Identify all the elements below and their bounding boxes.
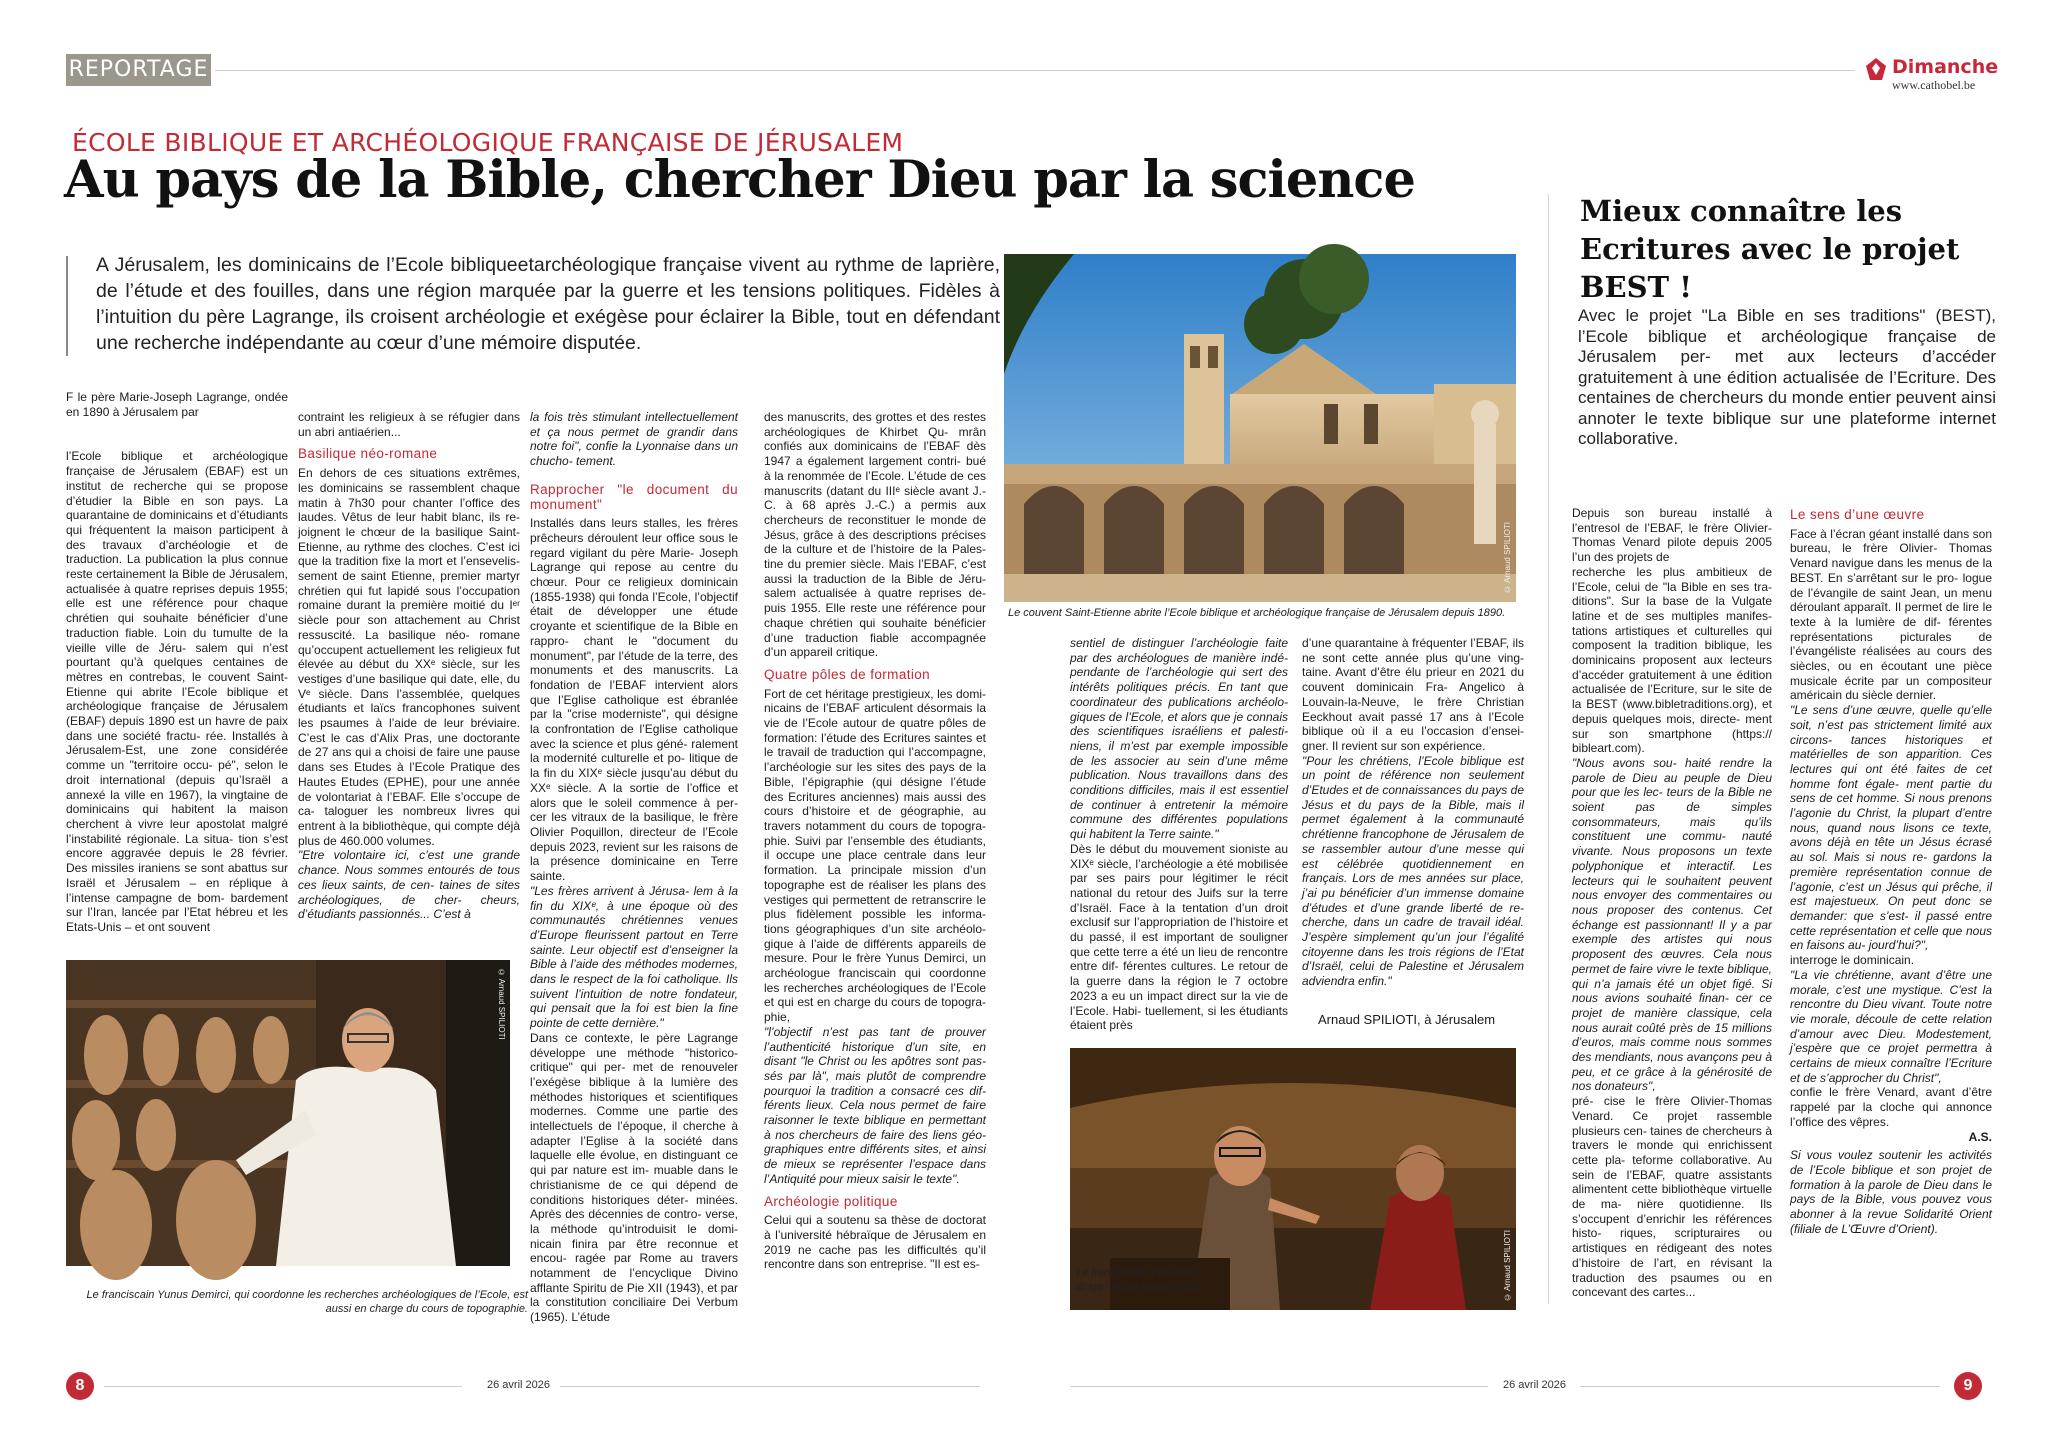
- article-column-1: [66, 390, 288, 956]
- article-byline: Arnaud SPILIOTI, à Jérusalem: [1318, 1012, 1496, 1027]
- article-lead: A Jérusalem, les dominicains de l’Ecole bibliqueetarchéologique française vivent au rythme de laprière, de l’étude et des fouilles, dans une région marquée par la guerre et les tensions politiques. Fidèles à l’intuition du père Lagrange, ils croisent archéologie et exégèse pour éclairer la Bible, tout en défendant une recherche indépendante au cœur d’une mémoire disputée.: [96, 254, 1000, 354]
- footer-rule-left-2: [560, 1386, 980, 1387]
- brand-logo[interactable]: [1862, 54, 2012, 94]
- column-6-body: d’une quarantaine à fréquenter l’EBAF, ils ne sont cette année plus qu’une ving- taine. Avant d’être élu prieur en 2021 du couvent dominicain Fra- Angelico à Louvain-la-Neuve, le frère Christian Eeckhout avait passé 17 ans à l’Ecole biblique où il a eu l’occasion d’ensei- gner. Il revient sur son expérience.: [1302, 636, 1524, 753]
- article-column-3: [530, 410, 738, 1326]
- column-3-body-2: Dans ce contexte, le père Lagrange développe une méthode "historico-critique" qui per- met de renouveler l’exégèse biblique à la lumière des méthodes historiques et scientifiques modernes. Comme une partie des intellectuels de l’époque, il cherche à adapter l’Eglise à la société dans laquelle elle évolue, en distinguant ce qui par nature est im- muable dans le christianisme de ce qui dépend de conditions historiques déter- minées. Après des décennies de contro- verse, la méthode qu’introduisit le domi- nicain finira par être reconnue et encou- ragée par Rome au travers notamment de l’encyclique Divino afflante Spiritu de Pie XII (1943), et par la constitution conciliaire Dei Verbum (1965). L’étude: [530, 1030, 738, 1325]
- sidebar-column-2-quote: "Le sens d’une œuvre, quelle qu’elle soit, n’est pas strictement limité aux circons- tances historiques et matérielles de son apparition. Ces lectures qui ont été faites de cet homme font égale- ment partie du sens de cet homme. Si nous prenons l’agonie du Christ, la plupart d’entre nous, quand nous lisons ce texte, avons déjà en tête un Jésus écrasé au sol. Mais si nous re- gardons la première représentation connue de l’agonie, c’est un Jésus qui prêche, il est majestueux. On peut donc se demander: que s’est- il passé entre cette représentation et celle que nous en faisons au- jourd’hui?",: [1790, 703, 1992, 953]
- brand-name: Dimanche: [1892, 56, 1999, 78]
- franciscan-caption: Le franciscain Yunus Demirci, qui coordonne les recherches archéologiques de l’Ecole, est aussi en charge du cours de topographie.: [86, 1289, 528, 1315]
- column-6-quote: "Pour les chrétiens, l’Ecole biblique est un point de référence non seulement d’Etudes et de connaissances du pays de Jésus et du pays de la Bible, mais il permet également à la communauté chrétienne francophone de Jérusalem de se rassembler autour d’une messe qui est célébrée quotidiennement en français. Lors de mes années sur place, j’ai pu bénéficier d’un immense domaine d’études et d’une grande liberté de re- cherche, dans un cadre de travail idéal. J’espère simplement qu’un jour l’égalité citoyenne dans les trois régions de l’Etat d’Israël, celui de Palestine et Jérusalem adviendra enfin.": [1302, 753, 1524, 989]
- column-5-quote: sentiel de distinguer l’archéologie faite par des archéologues de manière indé- pendante de l’archéologie qui sert des intérêts politiques précis. En tant que coordinateur des publications archéolo- giques de l’Ecole, et alors que je connais des scientifiques israéliens et palesti- niens, il m’est par exemple impossible de les associer au sein d’une même publication. Nous travaillons dans des conditions difficiles, mais il est essentiel de continuer à entretenir la mémoire commune des différentes populations qui habitent la Terre sainte.": [1070, 636, 1288, 842]
- sidebar-column-1-quote: "Nous avons sou- haité rendre la parole de Dieu au peuple de Dieu pour que les lec- teurs de la Bible ne soient pas de simples consommateurs, mais qu’ils constituent une commu- nauté vivante. Nous proposons un texte polyphonique et interactif. Les lecteurs qui le souhaitent peuvent nous envoyer des commentaires ou nous proposer des contenus. Cet échange est passionnant! Il y a par exemple des artistes qui nous proposent des œuvres. Cela nous permet de faire vivre le texte biblique, qui n’a jamais été un objet figé. Si nous avions souhaité finan- cer ce projet de manière classique, cela nous aurait coûté près de 15 millions d’euros, mais comme nous sommes des mendiants, nous avançons peu à peu, et ce grâce à la générosité de nos donateurs",: [1572, 755, 1772, 1094]
- footer-rule-right-1: [1070, 1386, 1488, 1387]
- column-1-body: l’Ecole biblique et archéologique française de Jérusalem (EBAF) est un institut de recherche qui se propose d’étudier la Bible en son pays. La quarantaine de dominicains et d’étudiants qui fréquentent la maison participent à des travaux d’archéologie et de traduction. La publication la plus connue reste certainement la Bible de Jérusalem, actualisée à quatre reprises depuis 1955; elle est une référence pour chaque chrétien qui souhaite bénéficier d’une traduction fiable. Loin du tumulte de la vieille ville de Jéru- salem qui n’est pourtant qu’à quelques centaines de mètres en contrebas, le couvent Saint-Etienne qui abrite l’Ecole biblique et archéologique française de Jérusalem (EBAF) depuis 1890 est un havre de paix dans une société fractu- rée. Installés à Jérusalem-Est, une zone considérée comme un "territoire occu- pé", selon le droit international (depuis qu’Israël a annexé la ville en 1967), la vingtaine de dominicains qui habitent la maison cherchent à vivre leur apostolat malgré l’instabilité régionale. La situa- tion s’est encore aggravée depuis le 28 février. Des missiles iraniens se sont abattus sur Israël et Jérusalem – en réplique à l’intense campagne de bom- bardement sur l’Iran, lancée par l’Etat hébreu et les Etats-Unis – et ont souvent: [66, 449, 288, 934]
- sidebar-column-2-quote-2: "La vie chrétienne, avant d’être une morale, c’est une mystique. C’est la rencontre du Dieu vivant. Toute notre vie morale, découle de cette relation d’amour avec Dieu. Modestement, j’espère que ce projet permettra à certains de mieux connaître l’Ecriture et de s’approcher du Christ",: [1790, 967, 1992, 1085]
- sidebar-signature: A.S.: [1968, 1129, 1992, 1144]
- column-2-body: En dehors de ces situations extrêmes, les dominicains se rassemblent chaque matin à 7h30 pour chanter l’office des laudes. Vêtus de leur habit blanc, ils re- joignent le chœur de la basilique Saint- Etienne, au rythme des cloches. C’est ici que la tradition fixe la mort et l’ensevelis- sement de saint Etienne, premier martyr chrétien qui fut lapidé sous l’occupation romaine durant la première moitié du Iᵉʳ siècle pour son attachement au Christ ressuscité. La basilique néo- romane qu’occupent actuellement les religieux fut élevée au début du XXᵉ siècle, sur les vestiges d’une basilique qui date, elle, du Vᵉ siècle. Dans l’assemblée, quelques étudiants et laïcs francophones suivent les psaumes à l’aide de leur bréviaire. C’est le cas d’Alix Pras, une doctorante de 27 ans qui a choisi de faire une pause dans ses Etudes à l’Ecole Pratique des Hautes Etudes (EPHE), pour une année de volontariat à l’EBAF. Elle s’occupe de ca- taloguer les nombreux livres qui entrent à la bibliothèque, qui compte déjà plus de 460.000 volumes.: [298, 466, 520, 848]
- brand-url[interactable]: www.cathobel.be: [1892, 78, 1976, 92]
- sidebar-column-2-body: Face à l’écran géant installé dans son bureau, le frère Olivier- Thomas Venard navigue dans les menus de la BEST. En s’arrêtant sur le pro- logue de l’évangile de saint Jean, un menu déroulant apparaît. Il permet de lire le texte à la lumière de dif- férentes représentations picturales de l’évangéliste réalisées au cours des siècles, ou en écoutant une pièce musicale écrite par un compositeur américain du siècle dernier.: [1790, 526, 1992, 703]
- column-3-body: Installés dans leurs stalles, les frères prêcheurs déroulent leur office sous le regard vigilant du père Marie- Joseph Lagrange qui repose au centre du chœur. Pour ce religieux dominicain (1855-1938) qui fonda l’Ecole, l’objectif était de développer une étude croyante et scientifique de la Bible en rappro- chant le "document du monument", par l’étude de la terre, des monuments et des manuscrits. La fondation de l’EBAF intervient alors que l’Eglise catholique est ébranlée par la "crise moderniste", qui désigne la confrontation de l’Eglise catholique avec la science et plus géné- ralement la modernité culturelle et po- litique de la fin du XIXᵉ siècle jusqu’au début du XXᵉ siècle. A la sortie de l’office et alors que le soleil commence à per- cer les vitraux de la basilique, le frère Olivier Poquillon, directeur de l’Ecole depuis 2023, revient sur les raisons de la présence dominicaine en Terre sainte.: [530, 516, 738, 884]
- lead-rule: [66, 256, 68, 356]
- sidebar-column-2-body-3: confie le frère Venard, avant d’être rappelé par la cloche qui annonce l’office des vêpres.: [1790, 1085, 1992, 1129]
- sidebar-column-1: [1572, 506, 1772, 1300]
- page-number-right: 9: [1954, 1372, 1982, 1400]
- sidebar-title: Mieux connaître les Ecritures avec le projet BEST !: [1580, 194, 1960, 304]
- footer-rule-left-1: [104, 1386, 462, 1387]
- column-4-quote: "l’objectif n’est pas tant de prouver l’authenticité historique d’un site, en disant "le Christ ou les apôtres sont pas- sés par là", mais plutôt de comprendre pourquoi la tradition a consacré ces dif- férents lieux. Cela nous permet de faire raisonner le texte biblique en permettant à nos chercheurs de faire des liens géo- graphiques entre différents sites, et ainsi de mieux se représenter l’espace dans l’Antiquité pour mieux saisir le texte".: [764, 1024, 986, 1186]
- subhead-sens-oeuvre: Le sens d’une œuvre: [1790, 507, 1925, 522]
- article-column-5: [1070, 636, 1288, 1050]
- article-column-4: [764, 410, 986, 1326]
- sidebar-column-1-intro: Depuis son bureau installé à l’entresol de l’EBAF, le frère Olivier-Thomas Venard pilote depuis 2005 l’un des projets de: [1572, 506, 1772, 565]
- column-4-body-2: Celui qui a soutenu sa thèse de doctorat à l’université hébraïque de Jérusalem en 2019 ne cache pas les difficultés qu’il rencontre dans son entreprise. "Il est es-: [764, 1213, 986, 1272]
- church-photo: [1004, 254, 1516, 602]
- sidebar-column-2-body-2: interroge le dominicain.: [1790, 953, 1915, 968]
- dimanche-logo-icon: [1862, 56, 1890, 84]
- column-5-body: Dès le début du mouvement sioniste au XIXᵉ siècle, l’archéologie a été mobilisée par ses pairs pour légitimer le récit national du retour des Juifs sur la terre d’Israël. Face à la tentation d’un droit exclusif sur l’appropriation de l’histoire et du passé, il est important de souligner que cette terre a été un lieu de rencontre entre dif- férentes cultures. Le retour de la guerre dans la région le 7 octobre 2023 a eu un impact direct sur la vie de l’Ecole. Habi- tuellement, si les étudiants étaient près: [1070, 841, 1288, 1033]
- church-caption: Le couvent Saint-Etienne abrite l’Ecole biblique et archéologique française de Jérusalem depuis 1890.: [1008, 607, 1506, 619]
- church-photo-credit: © Arnaud SPILIOTI: [1503, 522, 1512, 594]
- column-4-opening: des manuscrits, des grottes et des restes archéologiques de Khirbet Qu- mrân confiés aux dominicains de l’EBAF dès 1947 a également largement contri- bué à la renommée de l’Ecole. L’étude de ces manuscrits (datant du IIIᵉ siècle avant J.-C. à 68 après J.-C.) a permis aux chercheurs de reconstituer le monde de Jésus, grâce à des descriptions précises de la culture et de l’histoire de la Pales- tine du premier siècle. Mais l’EBAF, c’est aussi la traduction de la Bible de Jéru- salem actualisée à quatre reprises de- puis 1955. Elle reste une référence pour chaque chrétien qui souhaite bénéficier d’une traduction fiable accompagnée d’un appareil critique.: [764, 410, 986, 660]
- column-2-quote: "Etre volontaire ici, c’est une grande chance. Nous sommes entourés de tous ces lieux saints, de cen- taines de sites archéologiques, de cher- cheurs, d’étudiants passionnés... C’est à: [298, 848, 520, 922]
- church-image: [1004, 254, 1516, 602]
- header-rule: [215, 70, 1855, 71]
- poquillon-photo: [1070, 1048, 1516, 1310]
- franciscan-image: [66, 960, 510, 1266]
- footer-date-right: 26 avril 2026: [1503, 1379, 1566, 1391]
- franciscan-photo-credit: © Arnaud SPILIOTI: [497, 968, 506, 1040]
- sidebar-column-2: [1790, 508, 1992, 1324]
- column-2-opening: contraint les religieux à se réfugier dans un abri antiaérien...: [298, 410, 520, 439]
- footer-date-left: 26 avril 2026: [487, 1379, 550, 1391]
- column-3-opening: la fois très stimulant intellectuellement et ça nous permet de grandir dans notre foi", confie la Lyonnaise dans un chucho- tement.: [530, 410, 738, 469]
- sidebar-divider: [1548, 194, 1549, 1304]
- franciscan-photo: [66, 960, 510, 1266]
- poquillon-photo-credit: © Arnaud SPILIOTI: [1503, 1230, 1512, 1302]
- article-column-6: [1302, 636, 1524, 1020]
- subhead-basilique: Basilique néo-romane: [298, 446, 438, 462]
- footer-rule-right-2: [1580, 1386, 1940, 1387]
- subhead-quatre-poles: Quatre pôles de formation: [764, 666, 931, 682]
- sidebar-column-1-body-2: pré- cise le frère Olivier-Thomas Venard. Ce projet rassemble plusieurs cen- taines de chercheurs à travers le monde qui enrichissent cette pla- teforme collaborative. Au sein de l’EBAF, quatre assistants alimentent cette bibliothèque virtuelle de ma- nière quotidienne. Ils s’occupent d’enrichir les références histo- riques, scripturaires ou artistiques en rédigeant des notes d’histoire de l’art, en révisant la traduction des psaumes ou en concevant des cartes...: [1572, 1094, 1772, 1300]
- sidebar-note: Si vous voulez soutenir les activités de l’Ecole biblique et son projet de formation à la parole de Dieu dans le pays de la Bible, vous pouvez vous abonner à la revue Solidarité Orient (filiale de L’Œuvre d’Orient).: [1790, 1148, 1992, 1236]
- section-tag: REPORTAGE: [66, 54, 211, 86]
- column-4-body: Fort de cet héritage prestigieux, les domi- nicains de l’EBAF articulent désormais la vie de l’Ecole autour de quatre pôles de formation: l’étude des Ecritures saintes et le travail de traduction qui l’accompagne, l’archéologie sur les sites des pays de la Bible, l’épigraphie (qui désigne l’étude des Ecritures anciennes) mais aussi des cours d’histoire et de géographie, au travers notamment du cours de topogra- phie. Suivi par l’ensemble des étudiants, il occupe une place centrale dans leur formation. La principale mission d’un topographe est de réaliser les plans des vestiges qui permettent de retranscrire le plus fidèlement possible les informa- tions géographiques d’un site archéolo- gique à l’aide de différents appareils de mesure. Pour le frère Yunus Demirci, un archéologue franciscain qui coordonne les recherches archéologiques de l’Ecole et qui est en charge du cours de topogra- phie,: [764, 686, 986, 1025]
- article-title: Au pays de la Bible, chercher Dieu par la science: [64, 150, 1415, 210]
- subhead-rapprocher: Rapprocher "le document du monument": [530, 481, 738, 512]
- sidebar-column-1-body: recherche les plus ambitieux de l’Ecole, celui de "la Bible en ses tra- ditions". Sur la base de la Vulgate latine et de ses multiples manifes- tations artistiques et culturelles qui composent la tradition biblique, les dominicains proposent aux lecteurs d’accéder gratuitement à une édition actualisée de l’Ecriture, sur le site de la BEST (www.bibletraditions.org), et depuis quelques mois, directe- ment sur son smartphone (https:// bibleart.com).: [1572, 564, 1772, 756]
- page-number-left: 8: [66, 1372, 94, 1400]
- column-1-opening: F le père Marie-Joseph Lagrange, ondée en 1890 à Jérusalem par: [66, 390, 288, 419]
- sidebar-lead: Avec le projet "La Bible en ses traditions" (BEST), l’Ecole biblique et archéologique française de Jérusalem per- met aux lecteurs d’accéder gratuitement à une édition actualisée de l’Ecriture. Des centaines de chercheurs du monde entier peuvent ainsi annoter le texte biblique sur une plateforme internet collaborative.: [1578, 306, 1996, 448]
- article-kicker: ÉCOLE BIBLIQUE ET ARCHÉOLOGIQUE FRANÇAISE DE JÉRUSALEM: [72, 128, 904, 157]
- article-column-2: [298, 410, 520, 996]
- poquillon-caption: Le frère Olivier Poquillon dirige l’Ecole depuis 2023.: [1076, 1267, 1205, 1293]
- subhead-archeologie-politique: Archéologie politique: [764, 1193, 898, 1209]
- column-3-quote: "Les frères arrivent à Jérusa- lem à la fin du XIXᵉ, à une époque où des communautés chrétiennes venues d’Europe fleurissent partout en Terre sainte. Leur objectif est d’enseigner la Bible à l’aide des méthodes modernes, dans le respect de la foi catholique. Ils suivent l’intuition de notre fondateur, qui pensait que la foi est bien la fine pointe de cette dernière.": [530, 883, 738, 1031]
